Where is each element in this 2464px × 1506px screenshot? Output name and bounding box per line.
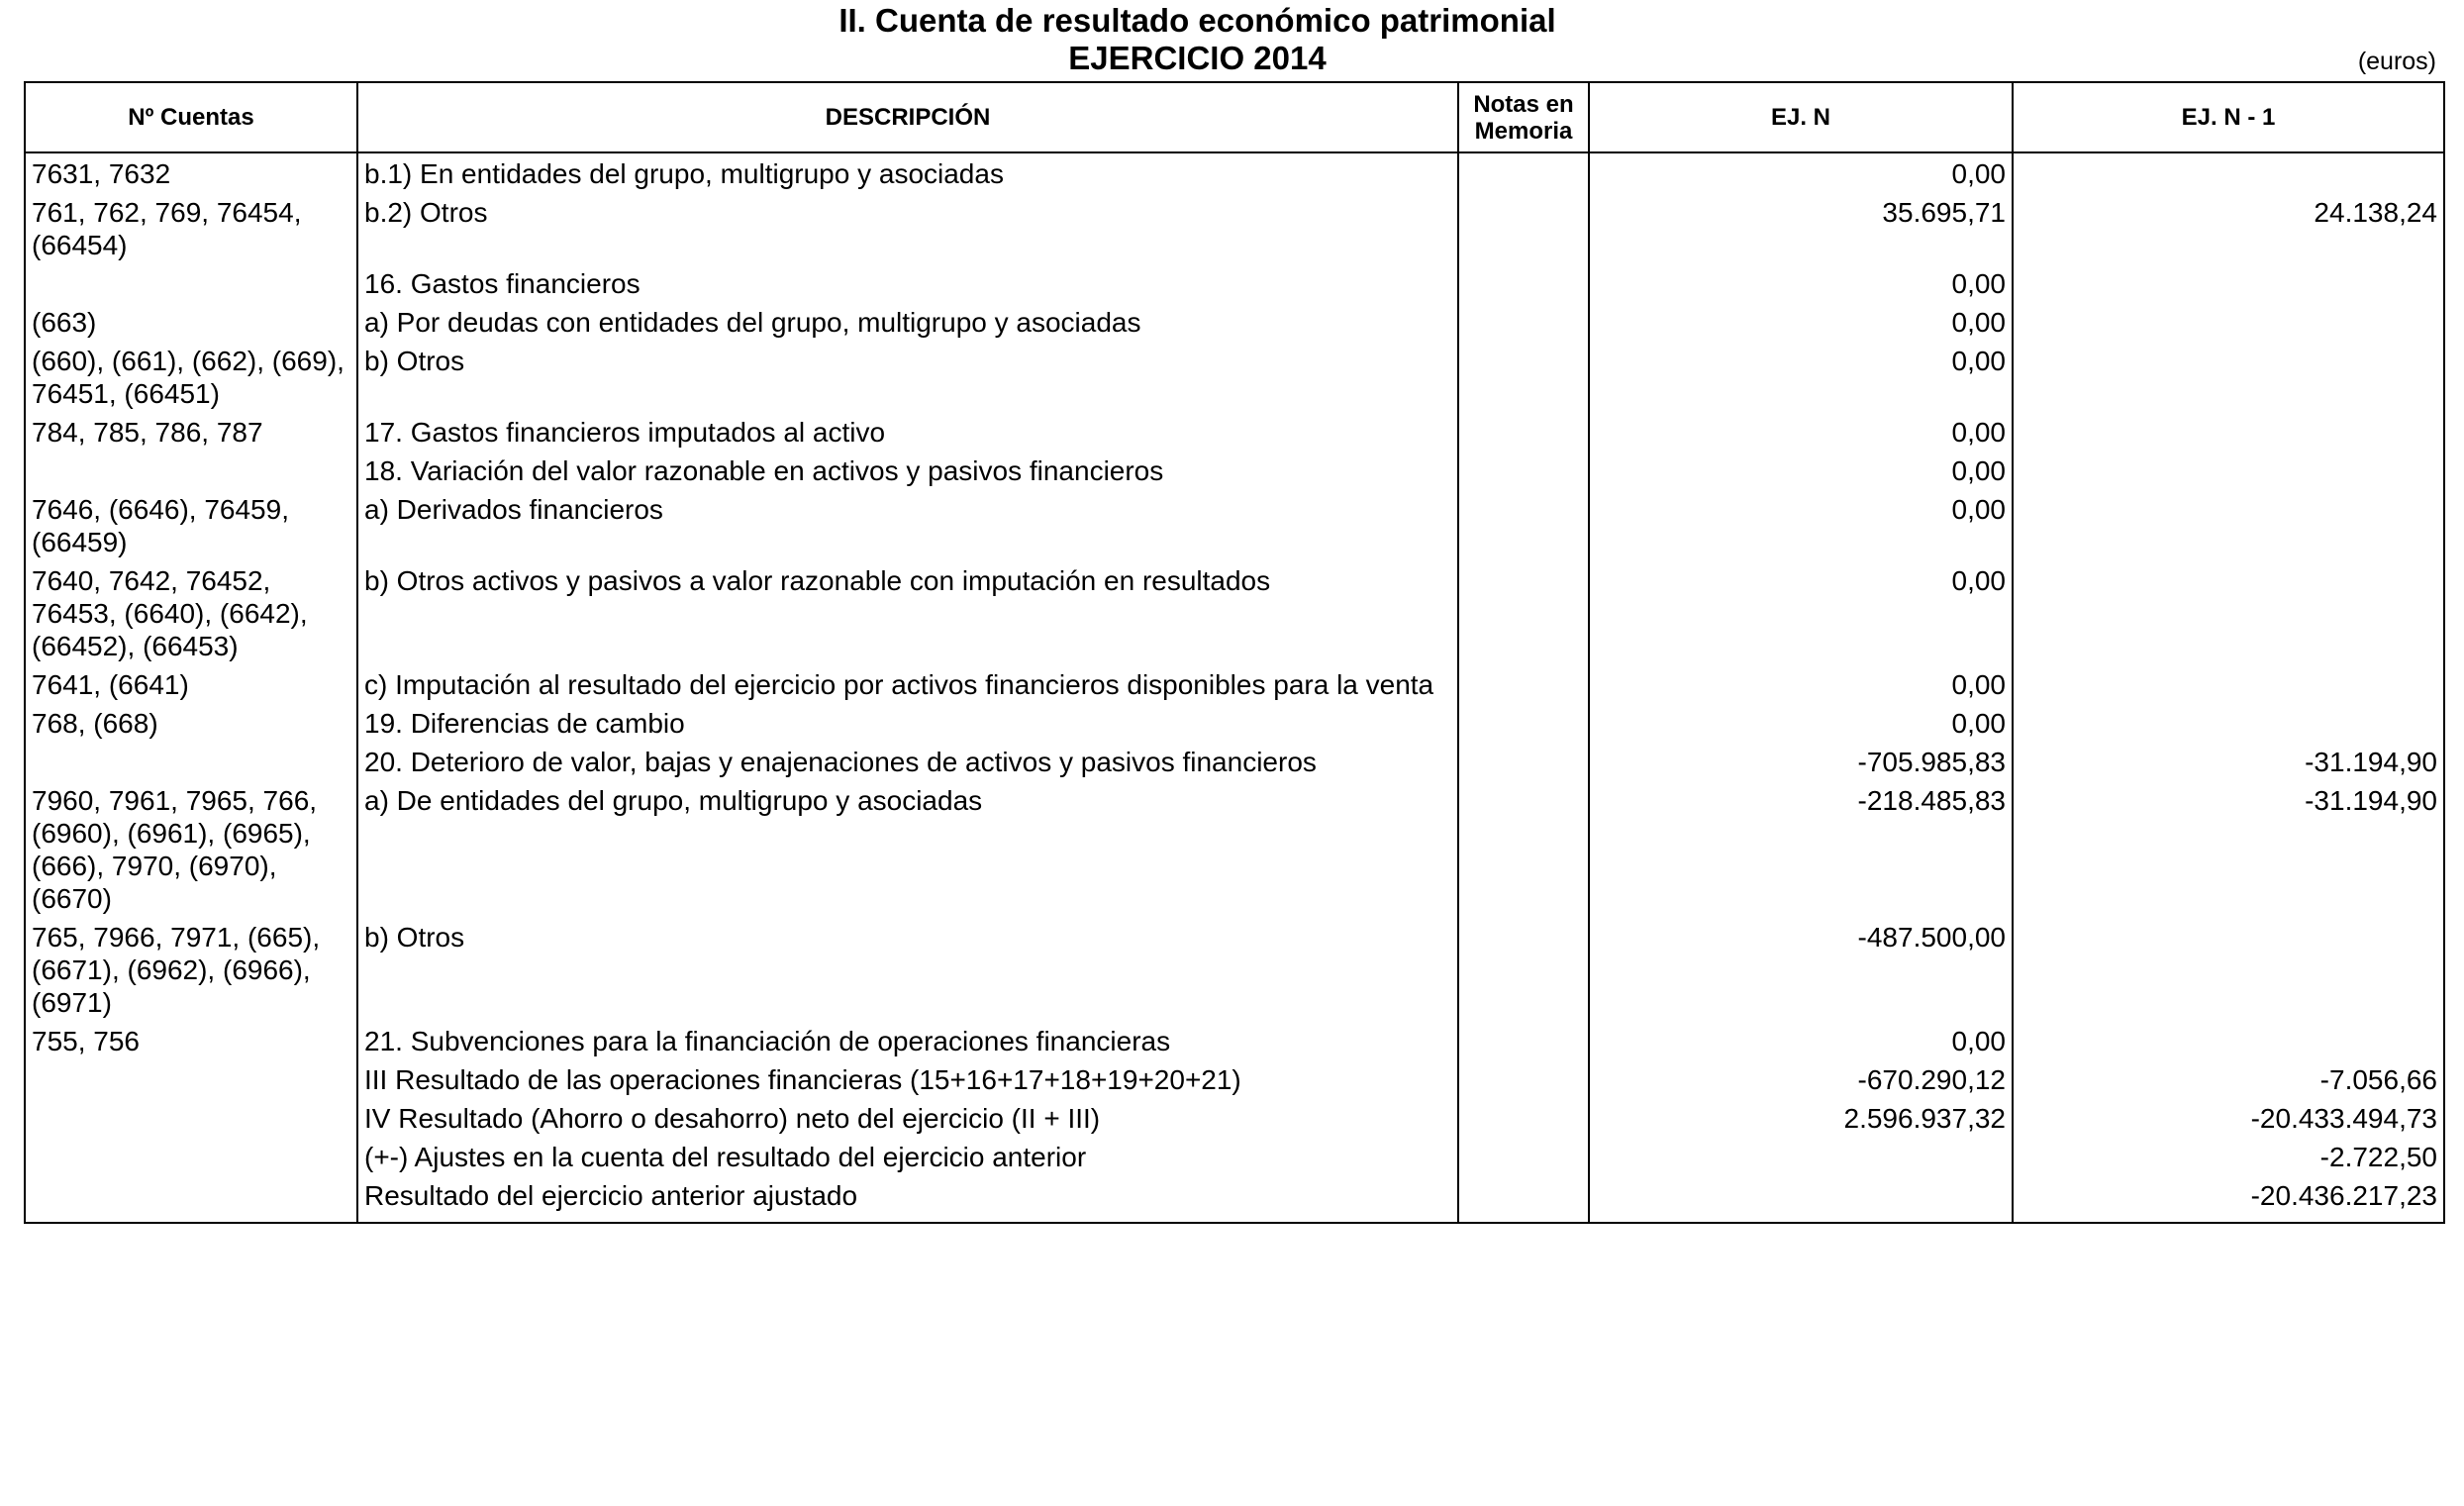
cell-ej-n: 0,00 bbox=[1589, 489, 2013, 560]
cell-cuentas: (663) bbox=[25, 302, 357, 341]
table-row bbox=[25, 1137, 2444, 1175]
cell-cuentas bbox=[25, 1137, 357, 1175]
cell-cuentas: 7960, 7961, 7965, 766, (6960), (6961), (6965), (666), 7970, (6970), (6670) bbox=[25, 780, 357, 917]
cell-notas bbox=[1458, 1021, 1589, 1059]
column-header-descripcion: DESCRIPCIÓN bbox=[357, 82, 1458, 152]
cell-descripcion: c) Imputación al resultado del ejercicio por activos financieros disponibles para la venta bbox=[357, 664, 1458, 703]
cell-notas bbox=[1458, 1137, 1589, 1175]
column-header-notas: Notas en Memoria bbox=[1458, 82, 1589, 152]
cell-notas bbox=[1458, 917, 1589, 1021]
cell-notas bbox=[1458, 1098, 1589, 1137]
cell-cuentas: 761, 762, 769, 76454, (66454) bbox=[25, 192, 357, 263]
table-row bbox=[25, 1021, 2444, 1059]
cell-ej-n1: -7.056,66 bbox=[2013, 1059, 2444, 1098]
cell-notas bbox=[1458, 1059, 1589, 1098]
cell-descripcion: a) De entidades del grupo, multigrupo y asociadas bbox=[357, 780, 1458, 917]
table-row bbox=[25, 917, 2444, 1021]
cell-descripcion: b) Otros activos y pasivos a valor razonable con imputación en resultados bbox=[357, 560, 1458, 664]
cell-descripcion: 19. Diferencias de cambio bbox=[357, 703, 1458, 742]
table-row bbox=[25, 780, 2444, 917]
cell-descripcion: b.1) En entidades del grupo, multigrupo y asociadas bbox=[357, 152, 1458, 192]
cell-ej-n1 bbox=[2013, 263, 2444, 302]
cell-notas bbox=[1458, 451, 1589, 489]
cell-cuentas: 768, (668) bbox=[25, 703, 357, 742]
table-row bbox=[25, 664, 2444, 703]
cell-ej-n1 bbox=[2013, 560, 2444, 664]
cell-cuentas: 765, 7966, 7971, (665), (6671), (6962), (6966), (6971) bbox=[25, 917, 357, 1021]
table-row bbox=[25, 451, 2444, 489]
cell-ej-n: 0,00 bbox=[1589, 703, 2013, 742]
cell-ej-n1 bbox=[2013, 917, 2444, 1021]
table-row bbox=[25, 489, 2444, 560]
cell-ej-n1 bbox=[2013, 302, 2444, 341]
cell-ej-n: 2.596.937,32 bbox=[1589, 1098, 2013, 1137]
table-row bbox=[25, 1059, 2444, 1098]
cell-ej-n: 0,00 bbox=[1589, 302, 2013, 341]
cell-cuentas bbox=[25, 451, 357, 489]
cell-cuentas bbox=[25, 1059, 357, 1098]
cell-descripcion: b) Otros bbox=[357, 917, 1458, 1021]
cell-notas bbox=[1458, 1175, 1589, 1223]
cell-notas bbox=[1458, 192, 1589, 263]
column-header-cuentas: Nº Cuentas bbox=[25, 82, 357, 152]
page-title: II. Cuenta de resultado económico patrimonial bbox=[838, 2, 1556, 39]
cell-cuentas: 7631, 7632 bbox=[25, 152, 357, 192]
cell-descripcion: (+-) Ajustes en la cuenta del resultado del ejercicio anterior bbox=[357, 1137, 1458, 1175]
cell-ej-n: 0,00 bbox=[1589, 664, 2013, 703]
cell-cuentas bbox=[25, 1175, 357, 1223]
cell-notas bbox=[1458, 412, 1589, 451]
cell-ej-n1 bbox=[2013, 703, 2444, 742]
cell-descripcion: a) Derivados financieros bbox=[357, 489, 1458, 560]
cell-descripcion: a) Por deudas con entidades del grupo, multigrupo y asociadas bbox=[357, 302, 1458, 341]
cell-notas bbox=[1458, 302, 1589, 341]
cell-cuentas: 7646, (6646), 76459, (66459) bbox=[25, 489, 357, 560]
cell-ej-n bbox=[1589, 1175, 2013, 1223]
cell-descripcion: 21. Subvenciones para la financiación de operaciones financieras bbox=[357, 1021, 1458, 1059]
cell-ej-n bbox=[1589, 1137, 2013, 1175]
cell-notas bbox=[1458, 152, 1589, 192]
cell-ej-n: 0,00 bbox=[1589, 412, 2013, 451]
cell-descripcion: 16. Gastos financieros bbox=[357, 263, 1458, 302]
cell-ej-n1: 24.138,24 bbox=[2013, 192, 2444, 263]
cell-ej-n1: -20.436.217,23 bbox=[2013, 1175, 2444, 1223]
table-row bbox=[25, 412, 2444, 451]
cell-ej-n: 35.695,71 bbox=[1589, 192, 2013, 263]
table-row bbox=[25, 742, 2444, 780]
cell-descripcion: 20. Deterioro de valor, bajas y enajenaciones de activos y pasivos financieros bbox=[357, 742, 1458, 780]
results-table bbox=[24, 81, 2445, 1224]
cell-cuentas: 784, 785, 786, 787 bbox=[25, 412, 357, 451]
cell-cuentas bbox=[25, 263, 357, 302]
table-row bbox=[25, 703, 2444, 742]
cell-ej-n: 0,00 bbox=[1589, 341, 2013, 412]
cell-descripcion: IV Resultado (Ahorro o desahorro) neto del ejercicio (II + III) bbox=[357, 1098, 1458, 1137]
cell-ej-n: 0,00 bbox=[1589, 560, 2013, 664]
cell-descripcion: III Resultado de las operaciones financieras (15+16+17+18+19+20+21) bbox=[357, 1059, 1458, 1098]
cell-descripcion: 17. Gastos financieros imputados al activo bbox=[357, 412, 1458, 451]
cell-ej-n: -218.485,83 bbox=[1589, 780, 2013, 917]
column-header-ej-n1: EJ. N - 1 bbox=[2013, 82, 2444, 152]
table-row bbox=[25, 302, 2444, 341]
cell-notas bbox=[1458, 341, 1589, 412]
cell-ej-n: -705.985,83 bbox=[1589, 742, 2013, 780]
cell-descripcion: b) Otros bbox=[357, 341, 1458, 412]
cell-notas bbox=[1458, 703, 1589, 742]
cell-ej-n1 bbox=[2013, 1021, 2444, 1059]
table-row bbox=[25, 1098, 2444, 1137]
cell-ej-n1 bbox=[2013, 412, 2444, 451]
cell-notas bbox=[1458, 560, 1589, 664]
cell-notas bbox=[1458, 664, 1589, 703]
cell-notas bbox=[1458, 742, 1589, 780]
cell-descripcion: Resultado del ejercicio anterior ajustado bbox=[357, 1175, 1458, 1223]
column-header-ej-n: EJ. N bbox=[1589, 82, 2013, 152]
cell-ej-n: 0,00 bbox=[1589, 152, 2013, 192]
cell-ej-n: -670.290,12 bbox=[1589, 1059, 2013, 1098]
cell-ej-n1: -31.194,90 bbox=[2013, 742, 2444, 780]
cell-cuentas: 755, 756 bbox=[25, 1021, 357, 1059]
table-header-row bbox=[25, 82, 2444, 152]
cell-descripcion: b.2) Otros bbox=[357, 192, 1458, 263]
units-label: (euros) bbox=[2357, 48, 2436, 75]
page-subtitle: EJERCICIO 2014 bbox=[1068, 40, 1327, 76]
cell-ej-n: 0,00 bbox=[1589, 1021, 2013, 1059]
cell-notas bbox=[1458, 263, 1589, 302]
cell-ej-n1 bbox=[2013, 451, 2444, 489]
cell-cuentas: (660), (661), (662), (669), 76451, (66451) bbox=[25, 341, 357, 412]
cell-ej-n: 0,00 bbox=[1589, 451, 2013, 489]
cell-ej-n1: -31.194,90 bbox=[2013, 780, 2444, 917]
cell-ej-n1 bbox=[2013, 341, 2444, 412]
table-row bbox=[25, 263, 2444, 302]
cell-cuentas: 7641, (6641) bbox=[25, 664, 357, 703]
cell-cuentas: 7640, 7642, 76452, 76453, (6640), (6642), (66452), (66453) bbox=[25, 560, 357, 664]
cell-ej-n1 bbox=[2013, 489, 2444, 560]
cell-ej-n1: -20.433.494,73 bbox=[2013, 1098, 2444, 1137]
table-row bbox=[25, 341, 2444, 412]
cell-ej-n1 bbox=[2013, 152, 2444, 192]
cell-ej-n: -487.500,00 bbox=[1589, 917, 2013, 1021]
cell-ej-n1 bbox=[2013, 664, 2444, 703]
table-row bbox=[25, 1175, 2444, 1223]
cell-cuentas bbox=[25, 1098, 357, 1137]
table-row bbox=[25, 192, 2444, 263]
cell-ej-n: 0,00 bbox=[1589, 263, 2013, 302]
cell-ej-n1: -2.722,50 bbox=[2013, 1137, 2444, 1175]
table-row bbox=[25, 560, 2444, 664]
cell-cuentas bbox=[25, 742, 357, 780]
cell-notas bbox=[1458, 780, 1589, 917]
cell-notas bbox=[1458, 489, 1589, 560]
table-row bbox=[25, 152, 2444, 192]
cell-descripcion: 18. Variación del valor razonable en activos y pasivos financieros bbox=[357, 451, 1458, 489]
